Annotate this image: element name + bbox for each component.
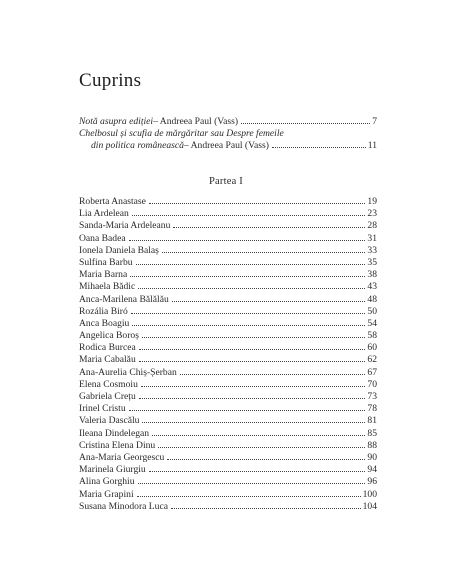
- entry-page-number: 35: [367, 256, 377, 268]
- dot-leader: [129, 240, 366, 241]
- toc-entry: [79, 391, 377, 403]
- entry-page-number: 104: [362, 500, 377, 512]
- toc-entry: [79, 452, 377, 464]
- toc-entry: [79, 428, 377, 440]
- toc-entry: [79, 233, 377, 245]
- entry-author: – Andreea Paul (Vass): [153, 116, 239, 127]
- dot-leader: [149, 471, 366, 472]
- entry-page-number: 96: [367, 476, 377, 488]
- entry-name: Sulfina Barbu: [79, 256, 133, 268]
- toc-entry: [79, 196, 377, 208]
- dot-leader: [171, 508, 361, 509]
- page-title: Cuprins: [79, 70, 142, 91]
- entry-page-number: 7: [372, 116, 377, 127]
- entry-name: Rozália Biró: [79, 305, 128, 317]
- entry-page-number: 11: [367, 140, 377, 151]
- entry-author: – Andreea Paul (Vass): [183, 140, 269, 151]
- dot-leader: [131, 313, 366, 314]
- entry-name: Mihaela Bădic: [79, 281, 136, 293]
- dot-leader: [129, 410, 366, 411]
- entry-name: Marinela Giurgiu: [79, 464, 146, 476]
- front-matter: [79, 116, 377, 152]
- dot-leader: [142, 422, 365, 423]
- dot-leader: [138, 483, 366, 484]
- entry-name: Ana-Aurelia Chiș-Șerban: [79, 366, 177, 378]
- entry-page-number: 31: [367, 232, 377, 244]
- entry-page-number: 48: [367, 293, 377, 305]
- entry-page-number: 88: [367, 439, 377, 451]
- entry-page-number: 90: [367, 451, 377, 463]
- toc-entry: [79, 257, 377, 269]
- dot-leader: [132, 215, 366, 216]
- dot-leader: [162, 252, 365, 253]
- entry-page-number: 33: [367, 244, 377, 256]
- dot-leader: [130, 276, 365, 277]
- part-heading: Partea I: [209, 176, 243, 187]
- dot-leader: [172, 301, 366, 302]
- dot-leader: [158, 447, 365, 448]
- dot-leader: [136, 264, 366, 265]
- toc-entry-list: [79, 196, 377, 513]
- toc-entry: [79, 367, 377, 379]
- entry-name: Lia Ardelean: [79, 208, 129, 220]
- entry-name: Gabriela Crețu: [79, 391, 136, 402]
- entry-page-number: 78: [367, 403, 377, 415]
- front-matter-entry-line2: [79, 140, 377, 152]
- toc-entry: [79, 489, 377, 501]
- dot-leader: [173, 227, 365, 228]
- entry-page-number: 85: [367, 427, 377, 439]
- entry-page-number: 73: [367, 391, 377, 402]
- entry-name: Maria Grapini: [79, 488, 134, 500]
- entry-page-number: 81: [367, 415, 377, 427]
- dot-leader: [180, 374, 366, 375]
- entry-page-number: 58: [367, 330, 377, 342]
- entry-name: Irinel Cristu: [79, 403, 126, 415]
- entry-page-number: 62: [367, 354, 377, 366]
- toc-entry: [79, 208, 377, 220]
- toc-entry: [79, 281, 377, 293]
- entry-name: Roberta Anastase: [79, 196, 146, 207]
- entry-name: Anca-Marilena Bălălău: [79, 293, 169, 305]
- dot-leader: [139, 361, 366, 362]
- dot-leader: [149, 203, 366, 204]
- dot-leader: [141, 386, 366, 387]
- dot-leader: [138, 288, 365, 289]
- entry-page-number: 43: [367, 281, 377, 293]
- entry-page-number: 67: [367, 366, 377, 378]
- entry-name: Ana-Maria Georgescu: [79, 451, 165, 463]
- entry-page-number: 23: [367, 208, 377, 220]
- entry-name: Oana Badea: [79, 232, 126, 244]
- toc-entry: [79, 318, 377, 330]
- dot-leader: [241, 123, 370, 124]
- toc-entry: [79, 306, 377, 318]
- entry-page-number: 54: [367, 317, 377, 329]
- entry-page-number: 94: [367, 464, 377, 476]
- entry-title: Chelbosul și scufia de mărgăritar sau Despre femeile: [79, 128, 284, 139]
- toc-entry: [79, 403, 377, 415]
- entry-name: Susana Minodora Luca: [79, 500, 168, 512]
- toc-entry: [79, 501, 377, 513]
- dot-leader: [137, 496, 361, 497]
- toc-entry: [79, 379, 377, 391]
- toc-entry: [79, 354, 377, 366]
- entry-title-continuation: din politica românească: [91, 140, 184, 151]
- toc-entry: [79, 342, 377, 354]
- dot-leader: [139, 398, 366, 399]
- toc-entry: [79, 220, 377, 232]
- entry-page-number: 38: [367, 269, 377, 281]
- toc-entry: [79, 330, 377, 342]
- entry-name: Angelica Boroș: [79, 330, 139, 342]
- toc-entry: [79, 464, 377, 476]
- front-matter-entry: [79, 116, 377, 128]
- entry-name: Maria Barna: [79, 269, 128, 281]
- entry-page-number: 19: [367, 196, 377, 207]
- dot-leader: [132, 325, 365, 326]
- entry-name: Elena Cosmoiu: [79, 378, 138, 390]
- dot-leader: [142, 337, 365, 338]
- toc-entry: [79, 476, 377, 488]
- entry-page-number: 60: [367, 342, 377, 354]
- entry-name: Alina Gorghiu: [79, 476, 135, 488]
- entry-name: Ileana Dindelegan: [79, 427, 150, 439]
- entry-name: Cristina Elena Dinu: [79, 439, 156, 451]
- dot-leader: [139, 349, 366, 350]
- entry-name: Ionela Daniela Balaș: [79, 244, 159, 256]
- toc-entry: [79, 294, 377, 306]
- entry-page-number: 70: [367, 378, 377, 390]
- dot-leader: [272, 147, 366, 148]
- entry-page-number: 100: [362, 488, 377, 500]
- entry-name: Maria Cabalău: [79, 354, 136, 366]
- entry-name: Anca Boagiu: [79, 317, 130, 329]
- entry-title: Notă asupra ediției: [79, 116, 154, 127]
- toc-entry: [79, 245, 377, 257]
- entry-name: Valeria Dascălu: [79, 415, 140, 427]
- front-matter-entry-line1: [79, 128, 377, 140]
- entry-name: Rodica Burcea: [79, 342, 136, 354]
- toc-entry: [79, 415, 377, 427]
- entry-page-number: 28: [367, 220, 377, 232]
- entry-name: Sanda-Maria Ardeleanu: [79, 220, 171, 232]
- toc-entry: [79, 269, 377, 281]
- entry-page-number: 50: [367, 305, 377, 317]
- dot-leader: [152, 435, 365, 436]
- toc-entry: [79, 440, 377, 452]
- dot-leader: [167, 459, 365, 460]
